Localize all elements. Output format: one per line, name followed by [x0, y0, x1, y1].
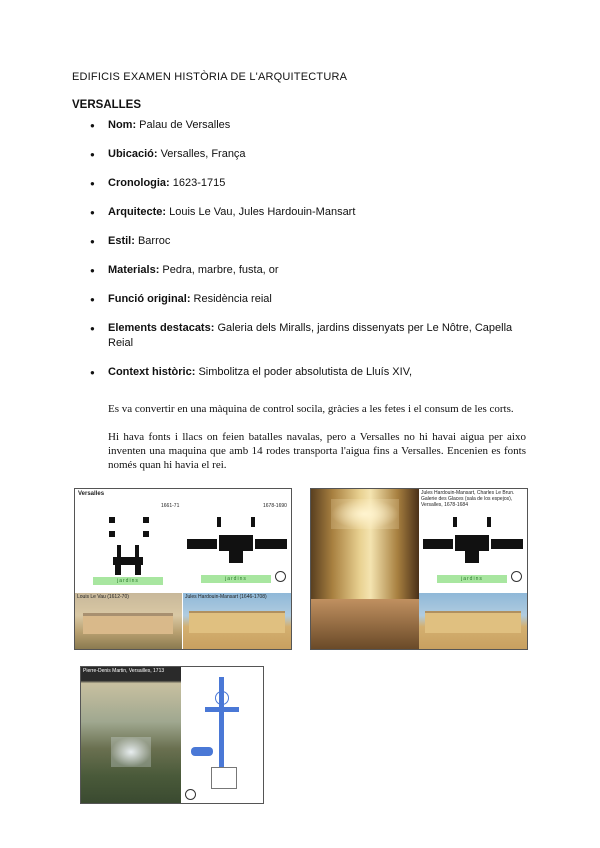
- property-label: Context històric:: [108, 366, 196, 378]
- property-value: Louis Le Vau, Jules Hardouin-Mansart: [166, 206, 356, 218]
- compass-icon: [185, 789, 196, 800]
- plan-panel-le-vau: [75, 489, 182, 593]
- property-value: Barroc: [134, 235, 171, 247]
- property-label: Estil:: [108, 235, 135, 247]
- painting-le-vau: [75, 593, 182, 649]
- figure-versailles-plans: [74, 488, 292, 650]
- property-item: [90, 321, 530, 351]
- section-title: VERSALLES: [72, 99, 142, 111]
- garden-label: jardins: [437, 575, 507, 583]
- garden-label: jardins: [93, 577, 163, 585]
- property-label: Funció original:: [108, 293, 191, 305]
- caption: Pierre-Denis Martin, Versailles, 1713: [83, 668, 165, 674]
- property-item: [90, 263, 530, 278]
- compass-icon: [275, 571, 286, 582]
- property-item: [90, 176, 530, 191]
- property-label: Nom:: [108, 119, 137, 131]
- property-item: [90, 205, 530, 220]
- property-label: Ubicació:: [108, 148, 158, 160]
- property-item: [90, 118, 530, 133]
- plan-panel-hardouin-mansart: [183, 489, 291, 593]
- garden-label: jardins: [201, 575, 271, 583]
- property-item: [90, 292, 530, 307]
- photo-galerie-des-glaces: [311, 489, 419, 649]
- property-value: Residència reial: [190, 293, 272, 305]
- caption: Jules Hardouin-Mansart (1646-1708): [185, 594, 267, 600]
- figure-title: Versalles: [78, 491, 105, 497]
- plan-panel-galerie: [419, 489, 527, 593]
- paragraph-water-machine: Hi hava fonts i llacs on feien batalles navalas, pero a Versalles no hi havai aigua per aixo inventen una maquina que amb 14 rodes transporta l'aigua fins a Versalles. Encenien es fonts només quan hi havia el rei.: [108, 431, 526, 471]
- paragraph-social-control: Es va convertir en una màquina de control socila, gràcies a les fetes i el consum de les corts.: [108, 403, 514, 415]
- property-value: 1623-1715: [169, 177, 226, 189]
- caption: Jules Hardouin-Mansart, Charles Le Brun. Galerie des Glaces (sala de los espejos), Versalles, 1678-1684: [421, 490, 515, 508]
- property-item: [90, 147, 530, 162]
- property-label: Arquitecte:: [108, 206, 167, 218]
- painting-palace-facade: [419, 593, 527, 649]
- caption: Louis Le Vau (1612-70): [77, 594, 129, 600]
- property-list: [90, 118, 530, 394]
- water-plan: [181, 667, 263, 803]
- property-value: Galeria dels Miralls, jardins dissenyats per Le Nôtre, Capella Reial: [108, 322, 513, 349]
- compass-icon: [511, 571, 522, 582]
- painting-hardouin-mansart: [183, 593, 291, 649]
- property-item: [90, 234, 530, 249]
- painting-martin-1713: [81, 667, 181, 803]
- property-item: [90, 365, 530, 380]
- property-label: Materials:: [108, 264, 160, 276]
- property-value: Pedra, marbre, fusta, or: [159, 264, 279, 276]
- property-label: Cronologia:: [108, 177, 170, 189]
- figure-hall-of-mirrors: [310, 488, 528, 650]
- property-value: Versalles, França: [157, 148, 246, 160]
- document-title: EDIFICIS EXAMEN HISTÒRIA DE L'ARQUITECTURA: [72, 71, 348, 83]
- property-label: Elements destacats:: [108, 322, 215, 334]
- figure-versailles-water: [80, 666, 264, 804]
- date-label: 1661-71: [161, 503, 180, 509]
- date-label: 1678-1690: [263, 503, 287, 509]
- property-value: Simbolitza el poder absolutista de Lluís XIV,: [195, 366, 413, 378]
- property-value: Palau de Versalles: [136, 119, 231, 131]
